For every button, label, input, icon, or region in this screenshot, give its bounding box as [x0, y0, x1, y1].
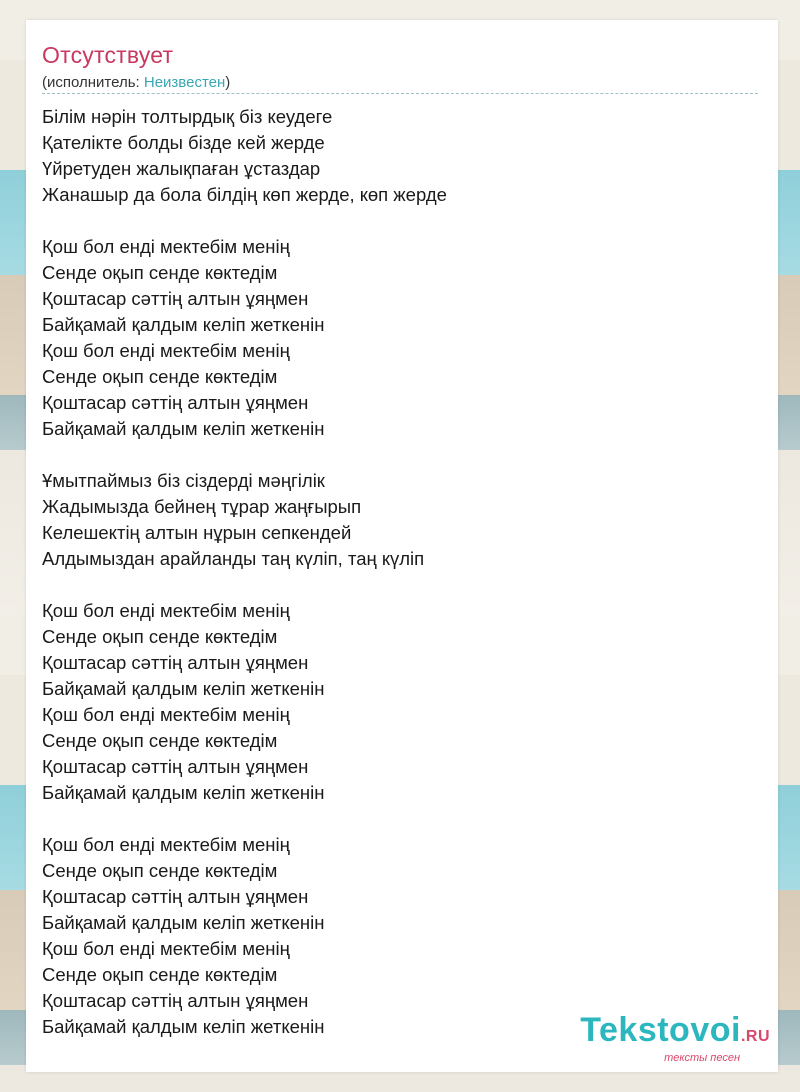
lyrics-line: Сенде оқып сенде көктедім — [42, 860, 278, 881]
lyrics-line: Қоштасар сәттің алтын ұяңмен — [42, 756, 309, 777]
logo-name: Tekstovoi — [580, 1011, 741, 1049]
lyrics-line: Қоштасар сәттің алтын ұяңмен — [42, 288, 309, 309]
lyrics-stanza — [42, 234, 447, 442]
lyrics-stanza — [42, 468, 447, 572]
header-divider — [42, 93, 758, 94]
artist-suffix: ) — [225, 74, 231, 91]
lyrics-line: Байқамай қалдым келіп жеткенін — [42, 782, 325, 803]
lyrics-line: Қоштасар сәттің алтын ұяңмен — [42, 392, 309, 413]
lyrics-stanza — [42, 104, 447, 208]
lyrics-line: Үйретуден жалықпаған ұстаздар — [42, 158, 321, 179]
lyrics-card — [26, 20, 778, 1072]
lyrics-line: Қоштасар сәттің алтын ұяңмен — [42, 652, 309, 673]
lyrics-line: Байқамай қалдым келіп жеткенін — [42, 418, 325, 439]
song-title: Отсутствует — [42, 42, 174, 68]
lyrics-line: Сенде оқып сенде көктедім — [42, 366, 278, 387]
lyrics-line: Сенде оқып сенде көктедім — [42, 964, 278, 985]
lyrics-line: Қателікте болды бізде кей жерде — [42, 132, 325, 153]
lyrics-stanza — [42, 832, 447, 1040]
artist-prefix: (исполнитель: — [42, 74, 144, 91]
artist-link[interactable]: Неизвестен — [143, 74, 226, 91]
lyrics-line: Қош бол енді мектебім менің — [42, 600, 290, 621]
lyrics-line: Байқамай қалдым келіп жеткенін — [42, 1016, 325, 1037]
lyrics-line: Жадымызда бейнең тұрар жаңғырып — [42, 496, 362, 517]
lyrics-line: Алдымыздан арайланды таң күліп, таң күліп — [42, 548, 425, 569]
lyrics-line: Қоштасар сәттің алтын ұяңмен — [42, 990, 309, 1011]
logo-tagline: тексты песен — [664, 1052, 740, 1064]
lyrics-line: Байқамай қалдым келіп жеткенін — [42, 314, 325, 335]
lyrics-line: Қош бол енді мектебім менің — [42, 236, 290, 257]
lyrics-line: Қош бол енді мектебім менің — [42, 834, 290, 855]
lyrics-line: Сенде оқып сенде көктедім — [42, 262, 278, 283]
lyrics-line: Байқамай қалдым келіп жеткенін — [42, 912, 325, 933]
lyrics-line: Сенде оқып сенде көктедім — [42, 626, 278, 647]
lyrics-stanza — [42, 598, 447, 806]
lyrics-line: Сенде оқып сенде көктедім — [42, 730, 278, 751]
lyrics-line: Жанашыр да бола білдің көп жерде, көп жерде — [42, 184, 447, 205]
lyrics-line: Қош бол енді мектебім менің — [42, 704, 290, 725]
site-logo[interactable] — [580, 1013, 770, 1064]
lyrics-line: Байқамай қалдым келіп жеткенін — [42, 678, 325, 699]
lyrics-line: Келешектің алтын нұрын сепкендей — [42, 522, 352, 543]
artist-line — [42, 74, 230, 91]
lyrics-body — [42, 104, 447, 1066]
logo-tld: .RU — [740, 1028, 770, 1045]
lyrics-line: Қош бол енді мектебім менің — [42, 340, 290, 361]
lyrics-line: Ұмытпаймыз біз сіздерді мәңгілік — [42, 470, 325, 491]
lyrics-line: Қош бол енді мектебім менің — [42, 938, 290, 959]
lyrics-line: Қоштасар сәттің алтын ұяңмен — [42, 886, 309, 907]
lyrics-line: Білім нәрін толтырдық біз кеудеге — [42, 106, 333, 127]
